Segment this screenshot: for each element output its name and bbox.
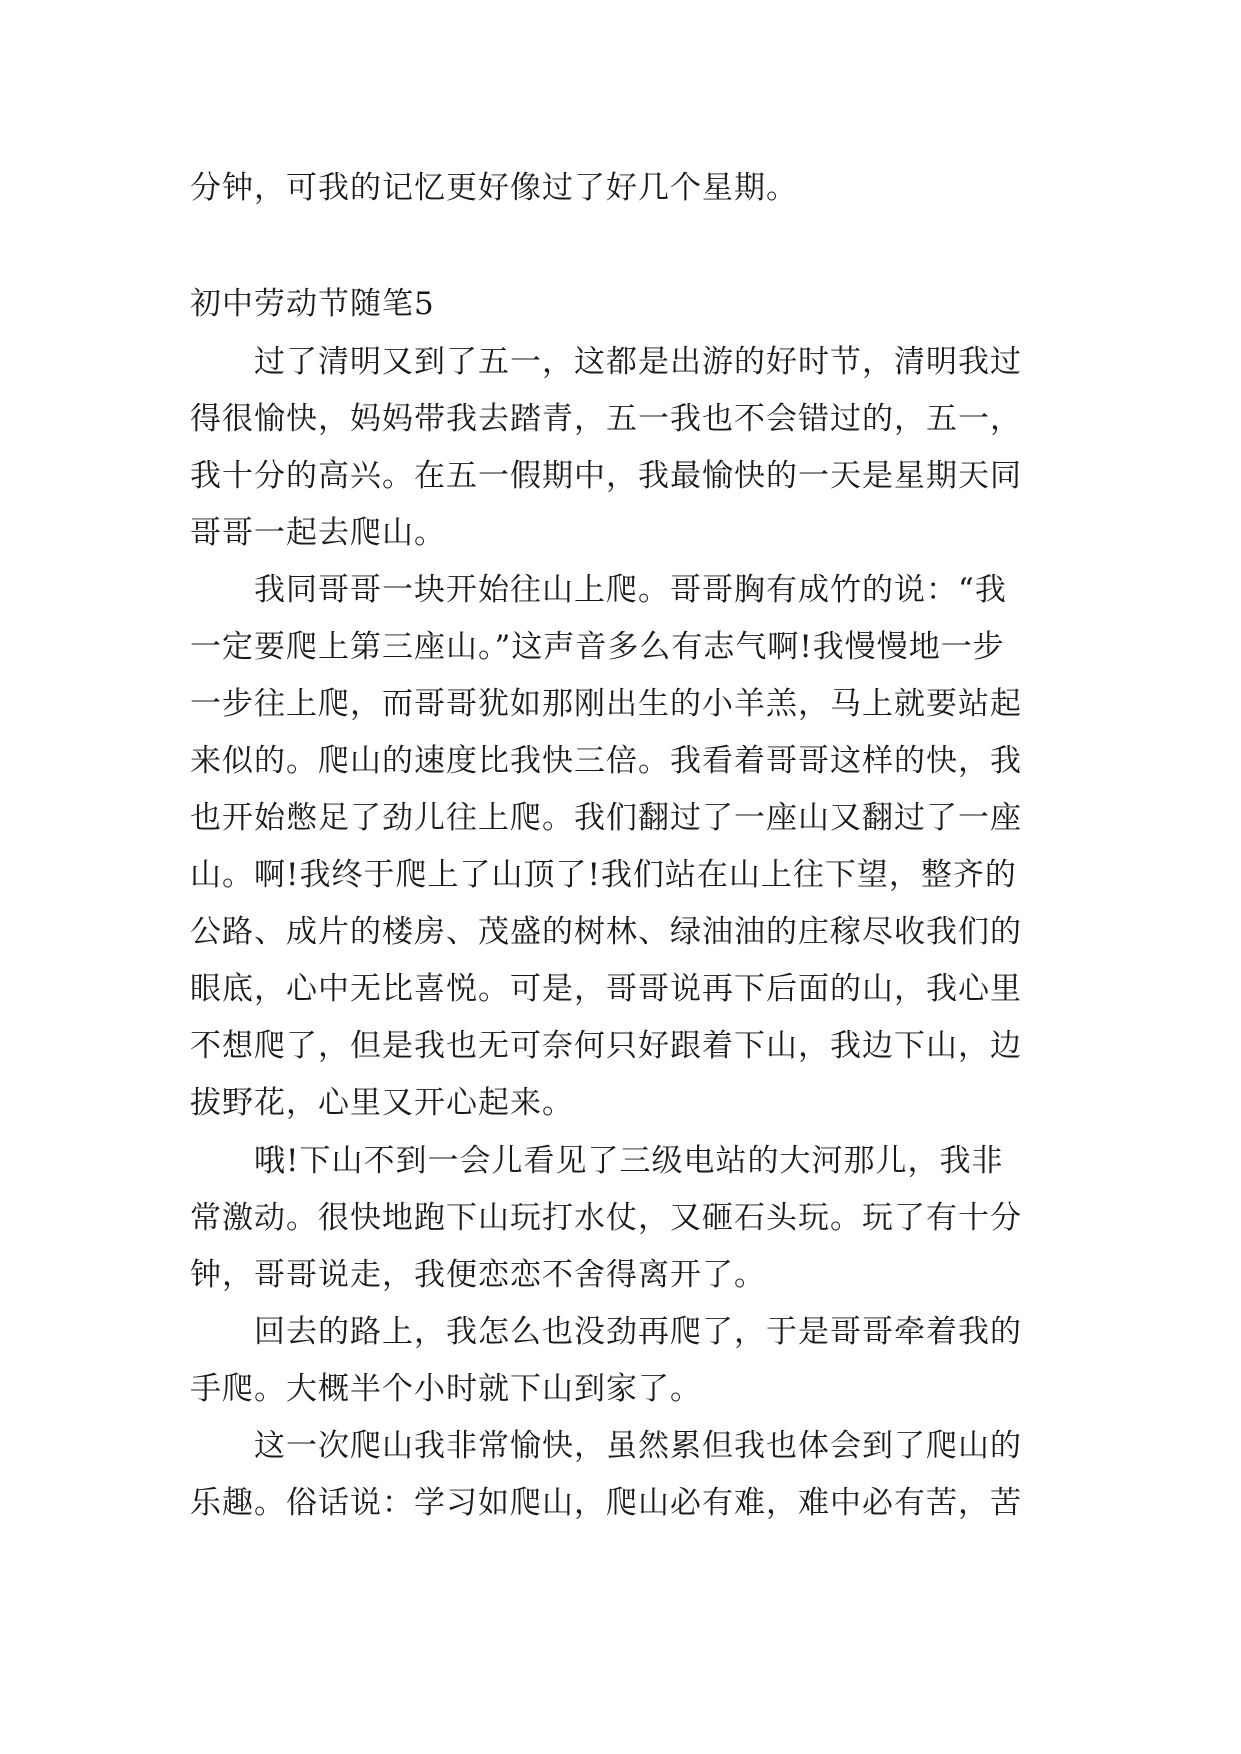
text-line: 拔野花，心里又开心起来。 bbox=[190, 1085, 574, 1121]
text-line: 公路、成片的楼房、茂盛的树林、绿油油的庄稼尽收我们的 bbox=[190, 914, 1022, 950]
text-line: 也开始憋足了劲儿往上爬。我们翻过了一座山又翻过了一座 bbox=[190, 800, 1022, 836]
text-line: 分钟，可我的记忆更好像过了好几个星期。 bbox=[190, 170, 798, 206]
text-line: 哥哥一起去爬山。 bbox=[190, 515, 446, 551]
text-line: 一步往上爬，而哥哥犹如那刚出生的小羊羔，马上就要站起 bbox=[190, 686, 1022, 722]
text-line: 过了清明又到了五一，这都是出游的好时节，清明我过 bbox=[190, 344, 1022, 380]
text-line: 山。啊!我终于爬上了山顶了!我们站在山上往下望，整齐的 bbox=[190, 857, 1017, 893]
text-line: 回去的路上，我怎么也没劲再爬了，于是哥哥牵着我的 bbox=[190, 1314, 1022, 1350]
text-line: 钟，哥哥说走，我便恋恋不舍得离开了。 bbox=[190, 1257, 766, 1293]
section-title: 初中劳动节随笔5 bbox=[190, 286, 435, 322]
text-line: 一定要爬上第三座山。”这声音多么有志气啊!我慢慢地一步 bbox=[190, 629, 1005, 665]
text-line: 我十分的高兴。在五一假期中，我最愉快的一天是星期天同 bbox=[190, 458, 1022, 494]
text-line: 哦!下山不到一会儿看见了三级电站的大河那儿，我非 bbox=[190, 1143, 1004, 1179]
text-line: 来似的。爬山的速度比我快三倍。我看着哥哥这样的快，我 bbox=[190, 743, 1022, 779]
text-line: 不想爬了，但是我也无可奈何只好跟着下山，我边下山，边 bbox=[190, 1028, 1022, 1064]
text-line: 我同哥哥一块开始往山上爬。哥哥胸有成竹的说：“我 bbox=[190, 572, 1007, 608]
text-line: 手爬。大概半个小时就下山到家了。 bbox=[190, 1371, 702, 1407]
text-line: 常激动。很快地跑下山玩打水仗，又砸石头玩。玩了有十分 bbox=[190, 1200, 1022, 1236]
text-line: 乐趣。俗话说：学习如爬山，爬山必有难，难中必有苦，苦 bbox=[190, 1485, 1022, 1521]
text-line: 眼底，心中无比喜悦。可是，哥哥说再下后面的山，我心里 bbox=[190, 971, 1022, 1007]
text-line: 得很愉快，妈妈带我去踏青，五一我也不会错过的，五一， bbox=[190, 401, 1022, 437]
text-line: 这一次爬山我非常愉快，虽然累但我也体会到了爬山的 bbox=[190, 1428, 1022, 1464]
